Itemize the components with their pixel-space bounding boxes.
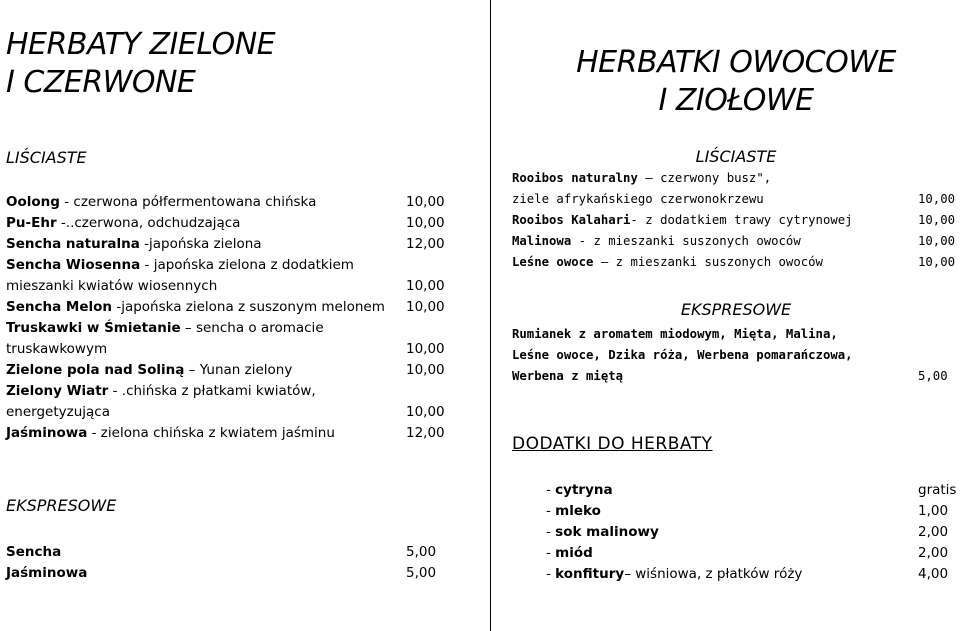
item-name: Werbena z miętą xyxy=(512,369,624,383)
addons-heading: DODATKI DO HERBATY xyxy=(512,434,713,454)
item-description: - .chińska z płatkami kwiatów, xyxy=(108,383,316,399)
fruit-herbal-tea-title xyxy=(512,44,960,120)
menu-item xyxy=(512,522,949,543)
item-price: 10,00 xyxy=(406,215,445,231)
item-name: cytryna xyxy=(555,482,613,498)
leaf-tea-list xyxy=(512,168,956,273)
item-price: 10,00 xyxy=(406,194,445,210)
item-description: -japońska zielona z suszonym melonem xyxy=(112,299,385,315)
title-line-2: I ZIOŁOWE xyxy=(658,83,814,118)
addons-list xyxy=(512,480,957,585)
item-name: Jaśminowa xyxy=(6,425,88,441)
item-name: Zielone pola nad Soliną xyxy=(6,362,185,378)
item-description: -japońska zielona xyxy=(139,236,262,252)
title-line-1: HERBATKI OWOCOWE xyxy=(576,45,896,80)
item-description: - z mieszanki suszonych owoców xyxy=(571,234,801,248)
menu-item xyxy=(6,276,445,297)
item-price: 10,00 xyxy=(406,278,445,294)
item-description: – z mieszanki suszonych owoców xyxy=(593,255,823,269)
item-price: 5,00 xyxy=(406,544,437,560)
title-line-1: HERBATY ZIELONE xyxy=(6,27,276,62)
espresso-list xyxy=(6,542,437,584)
item-name: Zielony Wiatr xyxy=(6,383,109,399)
item-prefix: - xyxy=(546,545,556,561)
column-divider xyxy=(490,0,491,631)
item-description: -..czerwona, odchudzająca xyxy=(56,215,241,231)
item-description: - czerwona półfermentowana chińska xyxy=(59,194,317,210)
item-name: Malinowa xyxy=(512,234,572,248)
item-name: konfitury xyxy=(555,566,625,582)
menu-item xyxy=(6,213,445,234)
menu-item xyxy=(6,255,385,276)
menu-item xyxy=(512,543,949,564)
menu-item xyxy=(6,360,445,381)
green-red-tea-title xyxy=(6,26,275,102)
item-prefix: - xyxy=(546,524,556,540)
menu-item xyxy=(512,168,853,189)
item-name: miód xyxy=(555,545,593,561)
item-name: Sencha Melon xyxy=(6,299,113,315)
menu-item xyxy=(6,402,445,423)
item-description: truskawkowym xyxy=(6,341,108,357)
espresso-heading: EKSPRESOWE xyxy=(6,496,117,515)
item-description: – czerwony busz", xyxy=(637,171,772,185)
item-price: 1,00 xyxy=(918,503,949,519)
item-name: Sencha Wiosenna xyxy=(6,257,141,273)
item-description: - japońska zielona z dodatkiem xyxy=(140,257,354,273)
leaf-tea-heading: LIŚCIASTE xyxy=(6,148,87,167)
item-description: - zielona chińska z kwiatem jaśminu xyxy=(87,425,335,441)
item-description: energetyzująca xyxy=(6,404,110,420)
item-name: Leśne owoce xyxy=(512,255,594,269)
menu-item xyxy=(512,366,948,387)
menu-item xyxy=(6,542,437,563)
menu-item xyxy=(512,501,949,522)
item-description: – Yunan zielony xyxy=(184,362,293,378)
menu-item xyxy=(6,318,385,339)
item-price: 2,00 xyxy=(918,545,949,561)
item-description: – sencha o aromacie xyxy=(180,320,324,336)
leaf-tea-list xyxy=(6,192,445,444)
item-description: - z dodatkiem trawy cytrynowej xyxy=(630,213,853,227)
item-price: 5,00 xyxy=(918,369,948,383)
item-description: mieszanki kwiatów wiosennych xyxy=(6,278,218,294)
menu-item xyxy=(6,339,445,360)
item-name: Pu-Ehr xyxy=(6,215,57,231)
item-price: 12,00 xyxy=(406,425,445,441)
item-name: sok malinowy xyxy=(555,524,659,540)
item-prefix: - xyxy=(546,566,556,582)
item-price: 10,00 xyxy=(406,341,445,357)
menu-item xyxy=(6,423,445,444)
item-name: Oolong xyxy=(6,194,60,210)
item-prefix: - xyxy=(546,482,556,498)
leaf-tea-heading: LIŚCIASTE xyxy=(695,147,777,166)
item-price: 10,00 xyxy=(406,299,445,315)
menu-item xyxy=(512,210,956,231)
menu-item xyxy=(512,231,956,252)
menu-item xyxy=(6,297,445,318)
item-name: Truskawki w Śmietanie xyxy=(6,320,181,336)
menu-item xyxy=(6,192,445,213)
menu-item xyxy=(512,189,956,210)
item-prefix: - xyxy=(546,503,556,519)
menu-item xyxy=(512,324,853,345)
item-name: Rooibos Kalahari xyxy=(512,213,631,227)
espresso-list xyxy=(512,324,948,387)
item-price: 10,00 xyxy=(406,362,445,378)
menu-item xyxy=(512,345,853,366)
item-description: – wiśniowa, z płatków róży xyxy=(624,566,803,582)
menu-item xyxy=(512,252,956,273)
item-price: 10,00 xyxy=(406,404,445,420)
item-price: 2,00 xyxy=(918,524,949,540)
item-price: 5,00 xyxy=(406,565,437,581)
item-price: 12,00 xyxy=(406,236,445,252)
item-description: ziele afrykańskiego czerwonokrzewu xyxy=(512,192,764,206)
menu-item xyxy=(6,234,445,255)
menu-item xyxy=(512,480,957,501)
item-name: Sencha naturalna xyxy=(6,236,140,252)
item-price: gratis xyxy=(918,482,957,498)
item-name: mleko xyxy=(555,503,601,519)
item-price: 10,00 xyxy=(918,234,956,248)
item-name: Sencha xyxy=(6,544,62,560)
title-line-2: I CZERWONE xyxy=(6,65,196,100)
item-price: 4,00 xyxy=(918,566,949,582)
item-name: Rooibos naturalny xyxy=(512,171,638,185)
menu-item xyxy=(6,381,385,402)
item-price: 10,00 xyxy=(918,192,956,206)
item-name: Jaśminowa xyxy=(6,565,88,581)
item-name: Leśne owoce, Dzika róża, Werbena pomarańczowa, xyxy=(512,348,853,362)
item-price: 10,00 xyxy=(918,255,956,269)
espresso-heading: EKSPRESOWE xyxy=(680,300,792,319)
menu-item xyxy=(512,564,949,585)
item-price: 10,00 xyxy=(918,213,956,227)
menu-item xyxy=(6,563,437,584)
item-name: Rumianek z aromatem miodowym, Mięta, Malina, xyxy=(512,327,838,341)
